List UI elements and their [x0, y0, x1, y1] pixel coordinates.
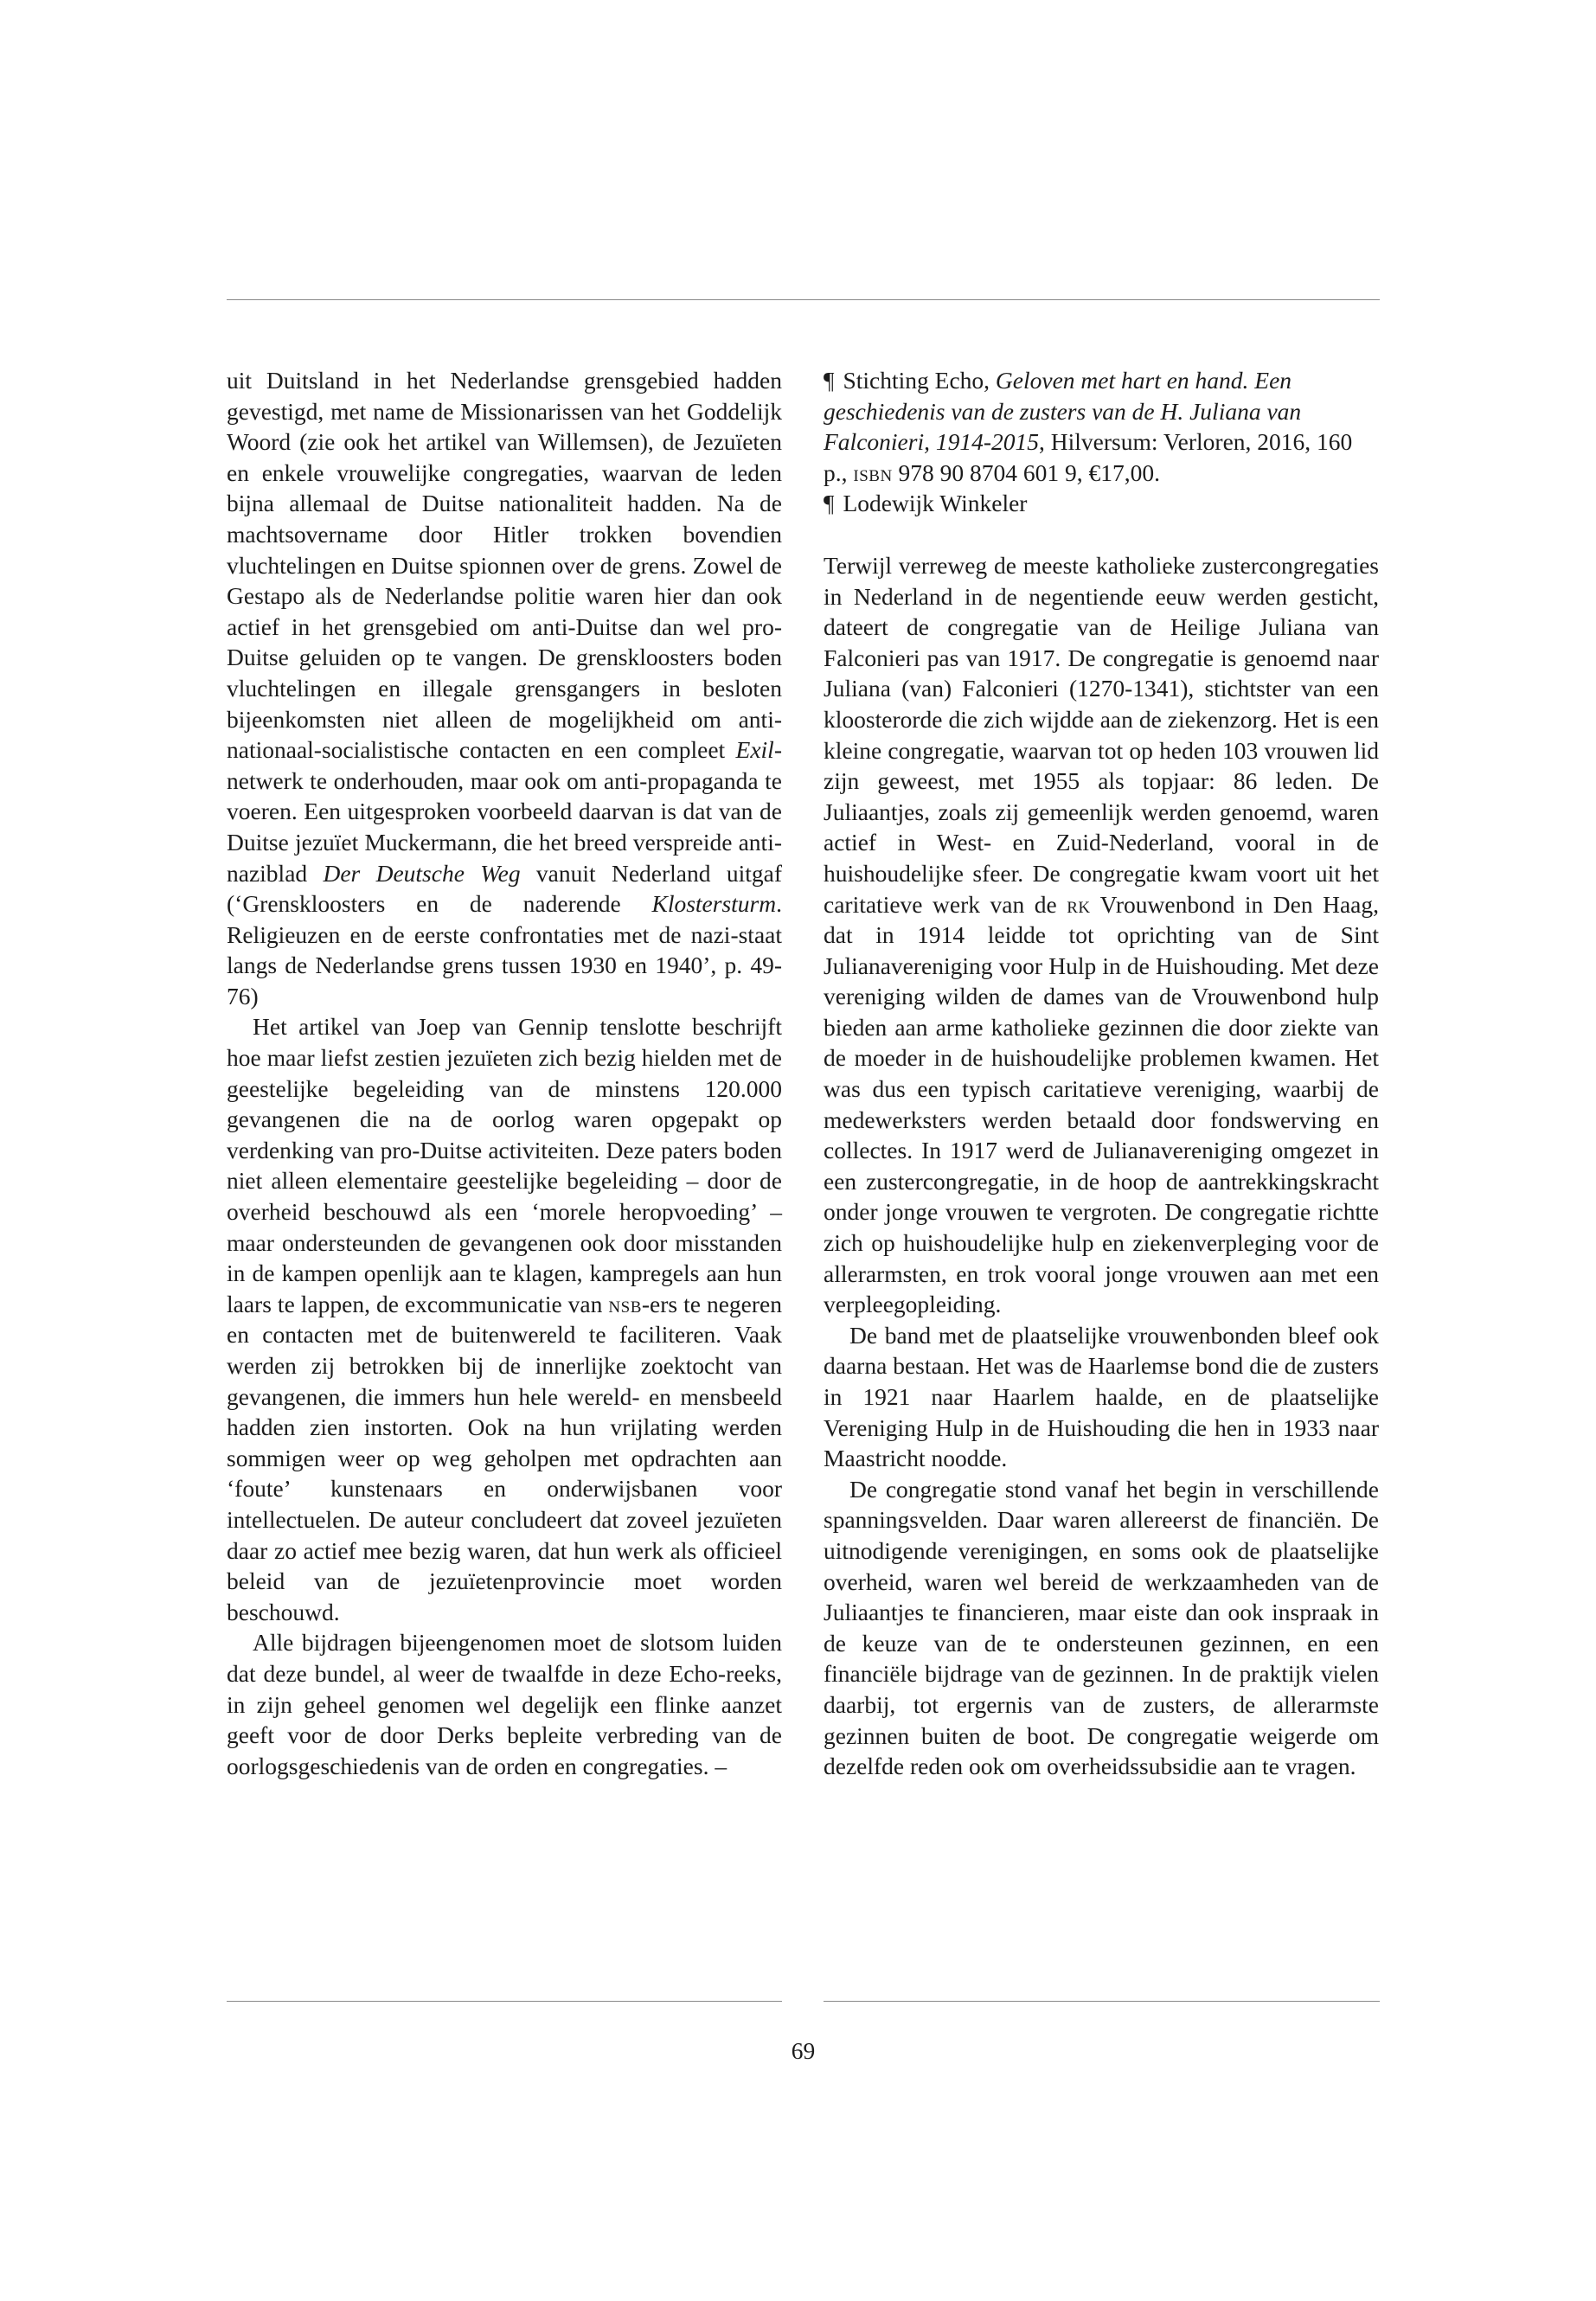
right-paragraph-2: De band met de plaatselijke vrouwenbonden bleef ook daarna bestaan. Het was de Haarlemse bond die de zusters in 1921 naar Haarlem haalde, en de plaatselijke Vereniging Hulp in de Huishouding die hen in 1933 naar Maastricht noodde. — [824, 1321, 1379, 1472]
book-citation: ¶ Stichting Echo, Geloven met hart en hand. Een geschiedenis van de zusters van de H. Juliana van Falconieri, 1914-2015, Hilversum: Verloren, 2016, 160 p., isbn 978 90 8704 601 9, €17,00. — [824, 367, 1353, 486]
left-paragraph-1: uit Duitsland in het Nederlandse grensgebied hadden gevestigd, met name de Missionarissen van het Goddelijk Woord (zie ook het artikel van Willemsen), de Jezuïeten en enkele vrouwelijke congregaties, waarvan de leden bijna allemaal de Duitse nationaliteit hadden. Na de machtsovername door Hitler trokken bovendien vluchtelingen en Duitse spionnen over de grens. Zowel de Gestapo als de Nederlandse politie waren hier dan ook actief in het grensgebied om anti-Duitse dan wel pro-Duitse geluiden op te vangen. De grenskloosters boden vluchtelingen en illegale grensgangers in besloten bijeenkomsten niet alleen de mogelijkheid om anti-nationaal-socialistische contacten en een compleet Exil-netwerk te onderhouden, maar ook om anti-propaganda te voeren. Een uitgesproken voorbeeld daarvan is dat van de Duitse jezuïet Muckermann, die het breed verspreide anti-naziblad Der Deutsche Weg vanuit Nederland uitgaf (‘Grenskloosters en de naderende Klostersturm. Religieuzen en de eerste confrontaties met de nazi-staat langs de Nederlandse grens tussen 1930 en 1940’, p. 49-76) — [227, 367, 782, 1009]
book-title: Geloven met hart en hand. Een geschiedenis van de zusters van de H. Juliana van Falconieri, 1914-2015 — [824, 367, 1302, 456]
pilcrow-icon: ¶ — [824, 367, 835, 394]
small-caps-nsb: nsb — [608, 1290, 642, 1317]
left-column — [227, 365, 782, 1781]
left-paragraph-2: Het artikel van Joep van Gennip tenslotte beschrijft hoe maar liefst zestien jezuïeten zich bezig hielden met de geestelijke begeleiding van de minstens 120.000 gevangenen die na de oorlog waren opgepakt op verdenking van pro-Duitse activiteiten. Deze paters boden niet alleen elementaire geestelijke begeleiding – door de overheid beschouwd als een ‘morele heropvoeding’ – maar ondersteunden de gevangenen ook door misstanden in de kampen openlijk aan te klagen, kampregels aan hun laars te lappen, de excommunicatie van nsb-ers te negeren en contacten met de buitenwereld te faciliteren. Vaak werden zij betrokken bij de innerlijke zoektocht van gevangenen, die immers hun hele wereld- en mensbeeld hadden zien instorten. Ook na hun vrijlating werden sommigen weer op weg geholpen met opdrachten aan ‘foute’ kunstenaars en onderwijsbanen voor intellectuelen. De auteur concludeert dat zoveel jezuïeten daar zo actief mee bezig waren, dat hun werk als officieel beleid van de jezuïetenprovincie moet worden beschouwd. — [227, 1013, 782, 1625]
right-paragraph-3: De congregatie stond vanaf het begin in verschillende spanningsvelden. Daar waren allereerst de financiën. De uitnodigende verenigingen, en soms ook de plaatselijke overheid, waren wel bereid de werkzaamheden van de Juliaantjes te financieren, maar eiste dan ook inspraak in de keuze van de te ondersteunen gezinnen, en een financiële bijdrage van de gezinnen. In de praktijk vielen daarbij, tot ergernis van de zusters, de allerarmste gezinnen buiten de boot. De congregatie weigerde om dezelfde reden ook om overheidssubsidie aan te vragen. — [824, 1475, 1379, 1780]
left-paragraph-3: Alle bijdragen bijeengenomen moet de slotsom luiden dat deze bundel, al weer de twaalfde in deze Echo-reeks, in zijn geheel genomen wel degelijk een flinke aanzet geeft voor de door Derks bepleite verbreding van de oorlogsgeschiedenis van de orden en congregaties. – — [227, 1629, 782, 1779]
italic-exil: Exil — [735, 736, 774, 764]
right-column — [824, 365, 1379, 1782]
reviewer-name: Lodewijk Winkeler — [843, 490, 1028, 517]
pilcrow-icon: ¶ — [824, 490, 835, 517]
footer-rule-right — [824, 2001, 1380, 2002]
page-number: 69 — [791, 2037, 816, 2064]
small-caps-isbn: isbn — [853, 458, 893, 486]
italic-periodical-title: Der Deutsche Weg — [323, 859, 521, 887]
small-caps-rk: rk — [1067, 890, 1091, 918]
reviewer-line — [824, 488, 1379, 519]
header-rule — [227, 299, 1380, 300]
footer-rule-left — [227, 2001, 782, 2002]
right-paragraph-1: Terwijl verreweg de meeste katholieke zustercongregaties in Nederland in de negentiende eeuw werden gesticht, dateert de congregatie van de Heilige Juliana van Falconieri pas van 1917. De congregatie is genoemd naar Juliana (van) Falconieri (1270-1341), stichtster van een kloosterorde die zich wijdde aan de ziekenzorg. Het is een kleine congregatie, waarvan tot op heden 103 vrouwen lid zijn geweest, met 1955 als topjaar: 86 leden. De Juliaantjes, zoals zij gemeenlijk werden genoemd, waren actief in West- en Zuid-Nederland, vooral in de huishoudelijke sfeer. De congregatie kwam voort uit het caritatieve werk van de rk Vrouwenbond in Den Haag, dat in 1914 leidde tot oprichting van de Sint Julianavereniging voor Hulp in de Huishouding. Met deze vereniging wilden de dames van de Vrouwenbond hulp bieden aan arme katholieke gezinnen die door ziekte van de moeder in de huishoudelijke problemen kwamen. Het was dus een typisch caritatieve vereniging, waarbij de medewerksters werden betaald door fondswerving en collectes. In 1917 werd de Julianavereniging omgezet in een zustercongregatie, in de hoop de aantrekkingskracht onder jonge vrouwen te vergroten. De congregatie richtte zich op huishoudelijke hulp en ziekenverpleging voor de allerarmsten, en trok vooral jonge vrouwen aan met een verpleegopleiding. — [824, 551, 1379, 1318]
italic-klostersturm: Klostersturm — [651, 890, 777, 918]
